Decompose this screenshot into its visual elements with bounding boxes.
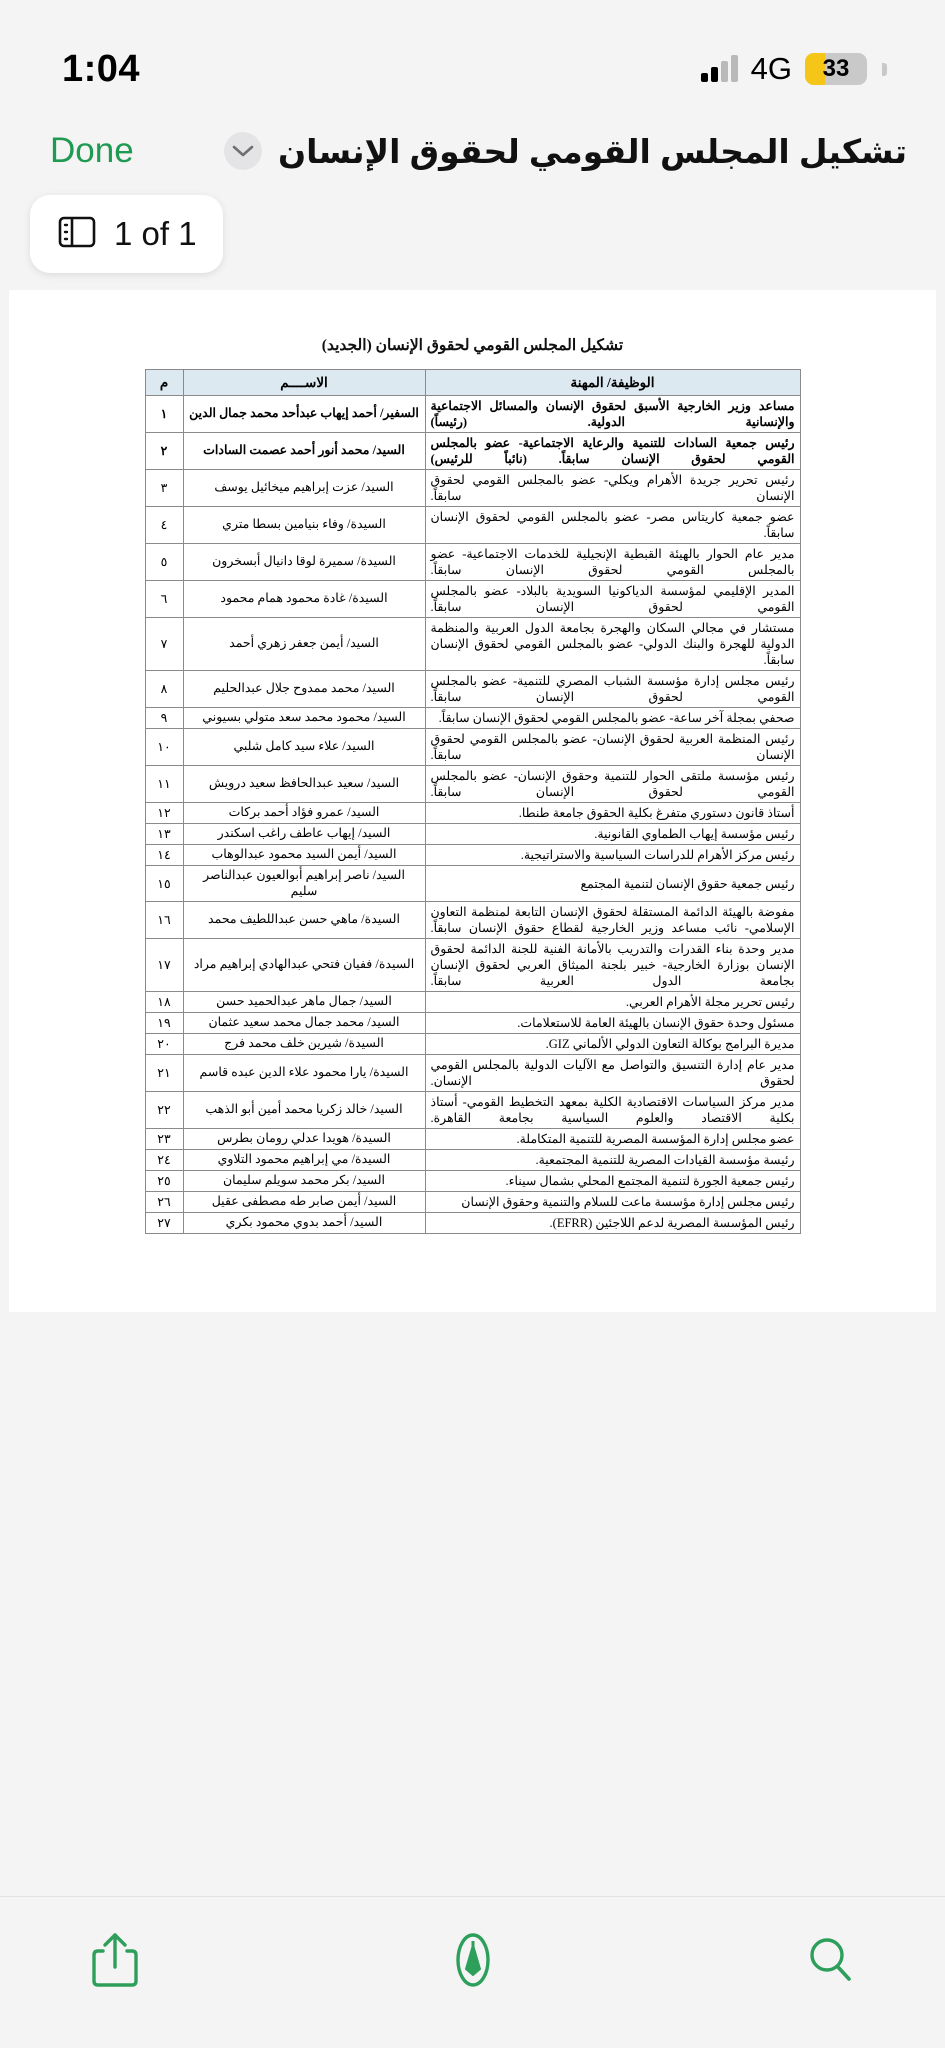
- cell-job: مساعد وزير الخارجية الأسبق لحقوق الإنسان والمسائل الاجتماعية والإنسانية الدولية. (رئيساً): [425, 396, 800, 433]
- cell-number: ١٣: [145, 824, 183, 845]
- cell-name: السيد/ عزت إبراهيم ميخائيل يوسف: [183, 470, 425, 507]
- table-row: [145, 803, 800, 824]
- cell-job: مدير مركز السياسات الاقتصادية الكلية بمعهد التخطيط القومي- أستاذ بكلية الاقتصاد والعلوم السياسية بجامعة القاهرة.: [425, 1092, 800, 1129]
- cell-job: رئيسة مؤسسة القيادات المصرية للتنمية المجتمعية.: [425, 1150, 800, 1171]
- cell-number: ١٨: [145, 992, 183, 1013]
- cell-number: ١٥: [145, 866, 183, 902]
- markup-pen-icon[interactable]: [436, 1923, 510, 1997]
- toolbar-spacer: [0, 1824, 945, 1896]
- cell-job: المدير الإقليمي لمؤسسة الدياكونيا السويدية بالبلاد- عضو بالمجلس القومي لحقوق الإنسان سابقاً.: [425, 581, 800, 618]
- cell-name: السيدة/ ماهي حسن عبداللطيف محمد: [183, 902, 425, 939]
- cell-name: السيدة/ يارا محمود علاء الدين عبده قاسم: [183, 1055, 425, 1092]
- table-row: [145, 766, 800, 803]
- page-indicator-chip[interactable]: [30, 195, 223, 273]
- cell-job: أستاذ قانون دستوري متفرغ بكلية الحقوق جامعة طنطا.: [425, 803, 800, 824]
- cell-name: السيد/ أيمن جعفر زهري أحمد: [183, 618, 425, 671]
- cell-job: رئيس تحرير جريدة الأهرام ويكلي- عضو بالمجلس القومي لحقوق الإنسان سابقاً.: [425, 470, 800, 507]
- cell-number: ٢١: [145, 1055, 183, 1092]
- navigation-bar: [0, 108, 945, 194]
- cell-number: ١٢: [145, 803, 183, 824]
- table-row: [145, 671, 800, 708]
- table-row: [145, 1034, 800, 1055]
- table-row: [145, 618, 800, 671]
- cell-name: السيد/ عمرو فؤاد أحمد بركات: [183, 803, 425, 824]
- cell-job: رئيس جمعية حقوق الإنسان لتنمية المجتمع: [425, 866, 800, 902]
- table-row: [145, 1013, 800, 1034]
- cell-job: عضو مجلس إدارة المؤسسة المصرية للتنمية المتكاملة.: [425, 1129, 800, 1150]
- cell-job: رئيس المؤسسة المصرية لدعم اللاجئين (EFRR).: [425, 1213, 800, 1234]
- cell-job: رئيس مركز الأهرام للدراسات السياسية والاستراتيجية.: [425, 845, 800, 866]
- network-type-label: 4G: [750, 51, 792, 86]
- status-indicators: [701, 51, 887, 87]
- cell-job: مدير وحدة بناء القدرات والتدريب بالأمانة الفنية للجنة الدائمة لحقوق الإنسان بوزارة الخارجية- خبير بلجنة الميثاق العربي لحقوق الإنسان بجامعة الدول العربية سابقاً.: [425, 939, 800, 992]
- cell-name: السيد/ سعيد عبدالحافظ سعيد درويش: [183, 766, 425, 803]
- column-header-num: م: [145, 370, 183, 396]
- table-row: [145, 396, 800, 433]
- cell-number: ١٩: [145, 1013, 183, 1034]
- cell-name: السيدة/ هويدا عدلي رومان بطرس: [183, 1129, 425, 1150]
- status-bar: [0, 0, 945, 108]
- cell-job: مدير عام إدارة التنسيق والتواصل مع الآليات الدولية بالمجلس القومي لحقوق الإنسان.: [425, 1055, 800, 1092]
- cell-number: ٢٣: [145, 1129, 183, 1150]
- table-row: [145, 1213, 800, 1234]
- table-row: [145, 1192, 800, 1213]
- cell-job: رئيس مؤسسة ملتقى الحوار للتنمية وحقوق الإنسان- عضو بالمجلس القومي لحقوق الإنسان سابقاً.: [425, 766, 800, 803]
- search-icon[interactable]: [793, 1923, 867, 1997]
- table-row: [145, 1092, 800, 1129]
- share-icon[interactable]: [78, 1923, 152, 1997]
- table-row: [145, 902, 800, 939]
- table-row: [145, 433, 800, 470]
- cell-job: مسئول وحدة حقوق الإنسان بالهيئة العامة للاستعلامات.: [425, 1013, 800, 1034]
- cell-name: السيد/ أحمد بدوي محمود بكري: [183, 1213, 425, 1234]
- cell-number: ٢: [145, 433, 183, 470]
- battery-percent-label: 33: [822, 55, 850, 82]
- page-title: تشكيل المجلس القومي لحقوق الإنسان: [278, 132, 907, 170]
- cell-name: السيدة/ وفاء بنيامين بسطا متري: [183, 507, 425, 544]
- table-row: [145, 845, 800, 866]
- cell-job: رئيس جمعية الجورة لتنمية المجتمع المحلي بشمال سيناء.: [425, 1171, 800, 1192]
- cell-job: رئيس مؤسسة إيهاب الطماوي القانونية.: [425, 824, 800, 845]
- table-row: [145, 708, 800, 729]
- cell-job: عضو جمعية كاريتاس مصر- عضو بالمجلس القومي لحقوق الإنسان سابقاً.: [425, 507, 800, 544]
- table-row: [145, 866, 800, 902]
- table-row: [145, 1171, 800, 1192]
- table-row: [145, 470, 800, 507]
- cell-name: السيدة/ مي إبراهيم محمود التلاوي: [183, 1150, 425, 1171]
- cell-name: السيد/ أيمن صابر طه مصطفى عقيل: [183, 1192, 425, 1213]
- table-row: [145, 507, 800, 544]
- cell-job: صحفي بمجلة آخر ساعة- عضو بالمجلس القومي لحقوق الإنسان سابقاً.: [425, 708, 800, 729]
- table-row: [145, 939, 800, 992]
- table-row: [145, 824, 800, 845]
- cell-number: ٩: [145, 708, 183, 729]
- cell-name: السيد/ محمود محمد سعد متولي بسيوني: [183, 708, 425, 729]
- done-button[interactable]: Done: [50, 131, 134, 170]
- cell-number: ١: [145, 396, 183, 433]
- cell-name: السيد/ محمد جمال محمد سعيد عثمان: [183, 1013, 425, 1034]
- cell-name: السيد/ أيمن السيد محمود عبدالوهاب: [183, 845, 425, 866]
- cell-job: مدير عام الحوار بالهيئة القبطية الإنجيلية للخدمات الاجتماعية- عضو بالمجلس القومي لحقوق الإنسان سابقاً.: [425, 544, 800, 581]
- battery-icon: [805, 53, 867, 85]
- cell-job: مستشار في مجالي السكان والهجرة بجامعة الدول العربية والمنظمة الدولية للهجرة والبنك الدولي- عضو بالمجلس القومي لحقوق الإنسان سابقاً.: [425, 618, 800, 671]
- table-header-row: [145, 370, 800, 396]
- cell-job: رئيس مجلس إدارة مؤسسة ماعت للسلام والتنمية وحقوق الإنسان: [425, 1192, 800, 1213]
- cell-name: السيد/ علاء سيد كامل شلبي: [183, 729, 425, 766]
- cell-number: ٣: [145, 470, 183, 507]
- cell-number: ٢٢: [145, 1092, 183, 1129]
- cell-name: السيدة/ غادة محمود همام محمود: [183, 581, 425, 618]
- table-row: [145, 992, 800, 1013]
- members-table: [145, 369, 801, 1234]
- cell-number: ١٧: [145, 939, 183, 992]
- column-header-name: الاســــم: [183, 370, 425, 396]
- cell-job: رئيس مجلس إدارة مؤسسة الشباب المصري للتنمية- عضو بالمجلس القومي لحقوق الإنسان سابقاً.: [425, 671, 800, 708]
- page-indicator-label: 1 of 1: [114, 215, 197, 252]
- cell-number: ٨: [145, 671, 183, 708]
- cell-name: السيدة/ ففيان فتحي عبدالهادي إبراهيم مراد: [183, 939, 425, 992]
- battery-tip: [882, 63, 887, 76]
- cell-name: السيد/ جمال ماهر عبدالحميد حسن: [183, 992, 425, 1013]
- cell-name: السيد/ خالد زكريا محمد أمين أبو الذهب: [183, 1092, 425, 1129]
- table-row: [145, 544, 800, 581]
- cell-name: السيدة/ سميرة لوقا دانيال أبسخرون: [183, 544, 425, 581]
- table-row: [145, 1129, 800, 1150]
- cell-number: ٤: [145, 507, 183, 544]
- cell-name: السيد/ محمد ممدوح جلال عبدالحليم: [183, 671, 425, 708]
- document-title: تشكيل المجلس القومي لحقوق الإنسان (الجديد): [321, 337, 624, 354]
- cell-number: ٢٦: [145, 1192, 183, 1213]
- cell-number: ٢٥: [145, 1171, 183, 1192]
- cell-name: السيد/ بكر محمد سويلم سليمان: [183, 1171, 425, 1192]
- cellular-signal-icon: [701, 56, 738, 82]
- cell-number: ٢٠: [145, 1034, 183, 1055]
- cell-name: السفير/ أحمد إيهاب عبدأحد محمد جمال الدين: [183, 396, 425, 433]
- cell-job: رئيس تحرير مجلة الأهرام العربي.: [425, 992, 800, 1013]
- cell-number: ٢٧: [145, 1213, 183, 1234]
- cell-number: ٧: [145, 618, 183, 671]
- cell-name: السيد/ محمد أنور أحمد عصمت السادات: [183, 433, 425, 470]
- page-view-icon: [56, 214, 98, 255]
- cell-number: ٥: [145, 544, 183, 581]
- chevron-down-icon[interactable]: [224, 132, 262, 170]
- cell-job: مديرة البرامج بوكالة التعاون الدولي الألماني GIZ.: [425, 1034, 800, 1055]
- title-area: [224, 132, 907, 171]
- cell-job: مفوضة بالهيئة الدائمة المستقلة لحقوق الإنسان التابعة لمنظمة التعاون الإسلامي- نائب مساعد وزير الخارجية لقطاع حقوق الإنسان سابقاً.: [425, 902, 800, 939]
- bottom-toolbar: [0, 1896, 945, 2048]
- table-row: [145, 581, 800, 618]
- cell-number: ٢٤: [145, 1150, 183, 1171]
- document-page[interactable]: [9, 290, 936, 1312]
- table-row: [145, 1055, 800, 1092]
- cell-number: ٦: [145, 581, 183, 618]
- cell-name: السيد/ إيهاب عاطف راغب اسكندر: [183, 824, 425, 845]
- table-row: [145, 729, 800, 766]
- status-time: 1:04: [62, 47, 141, 90]
- cell-number: ١٤: [145, 845, 183, 866]
- cell-number: ١٠: [145, 729, 183, 766]
- cell-job: رئيس جمعية السادات للتنمية والرعاية الاجتماعية- عضو بالمجلس القومي لحقوق الإنسان سابقاً. (نائباً للرئيس): [425, 433, 800, 470]
- cell-name: السيد/ ناصر إبراهيم أبوالعيون عبدالناصر سليم: [183, 866, 425, 902]
- column-header-job: الوظيفة/ المهنة: [425, 370, 800, 396]
- table-row: [145, 1150, 800, 1171]
- cell-number: ١٦: [145, 902, 183, 939]
- cell-job: رئيس المنظمة العربية لحقوق الإنسان- عضو بالمجلس القومي لحقوق الإنسان سابقاً.: [425, 729, 800, 766]
- cell-number: ١١: [145, 766, 183, 803]
- cell-name: السيدة/ شيرين خلف محمد فرج: [183, 1034, 425, 1055]
